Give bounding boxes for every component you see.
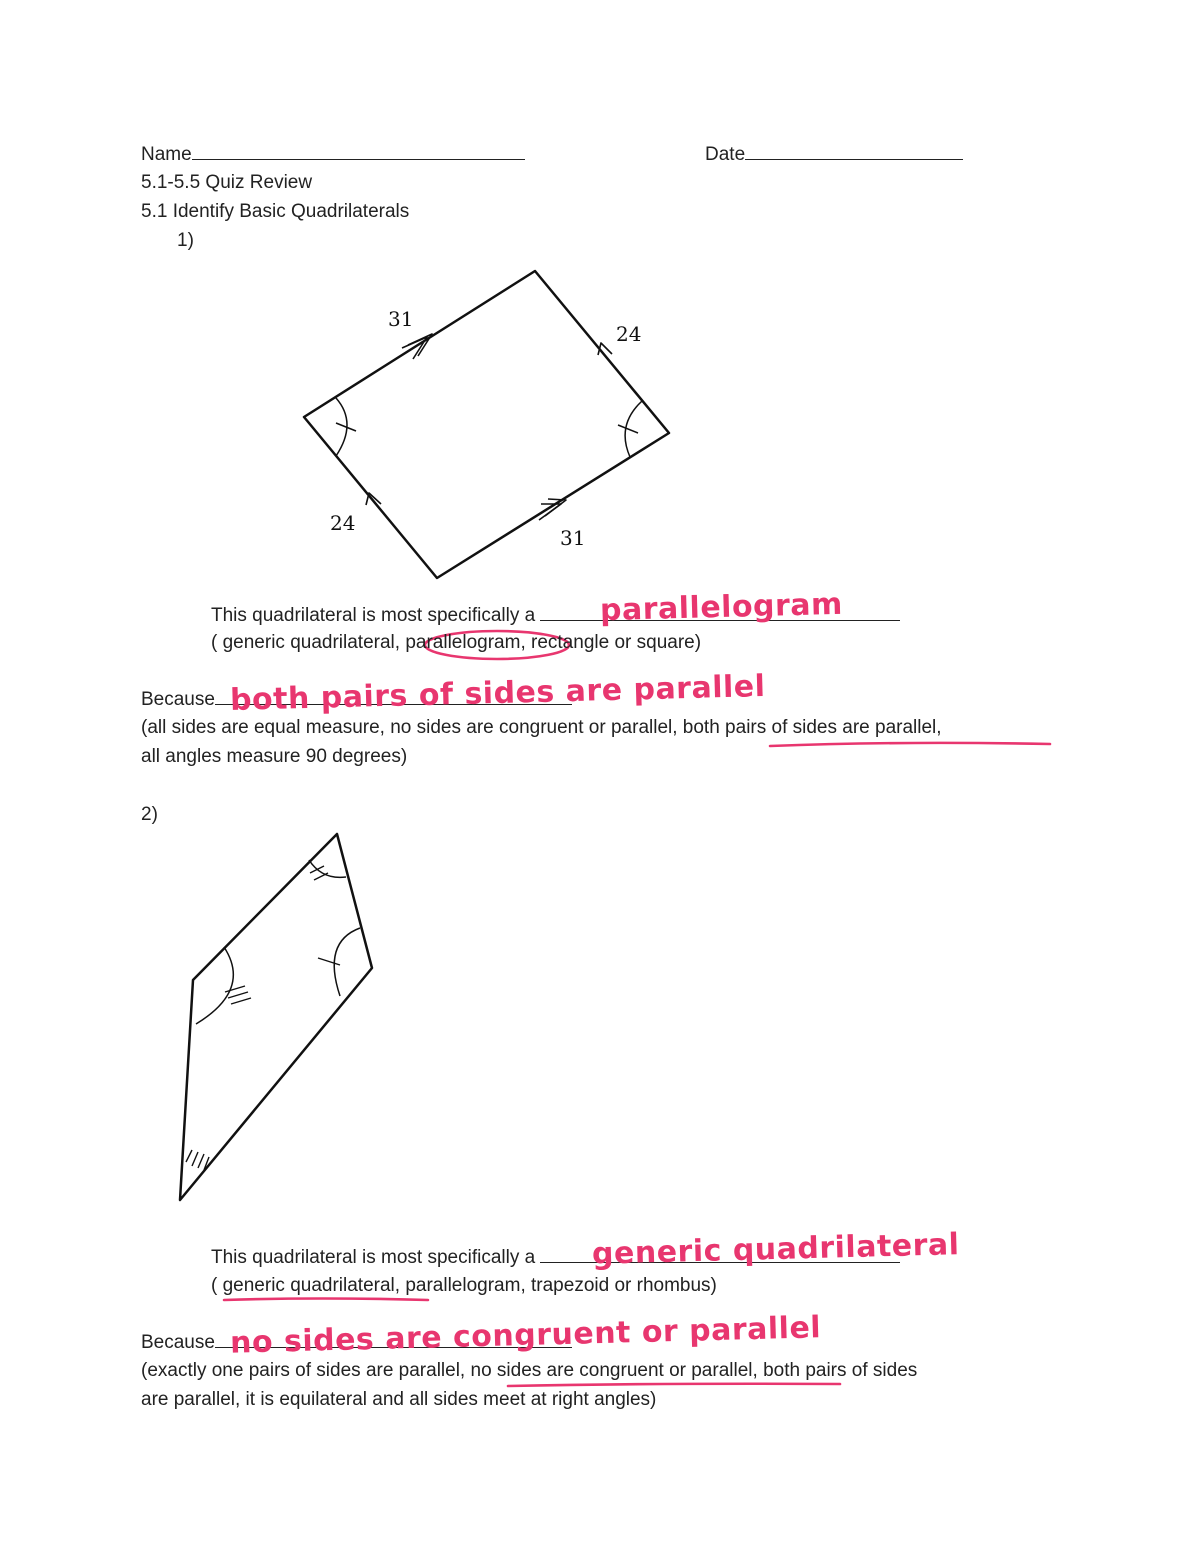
- parallel-arrow-left: [366, 493, 381, 505]
- date-label: Date: [705, 144, 746, 165]
- underline-q2-option: [224, 1299, 428, 1301]
- q2-handwritten-answer: generic quadrilateral: [591, 1227, 960, 1272]
- parallel-arrow-right: [598, 343, 612, 355]
- q2-options-rest: , parallelogram, trapezoid or rhombus): [394, 1275, 717, 1296]
- question-1-number: 1): [177, 230, 194, 251]
- q2-options-open: (: [211, 1275, 223, 1296]
- q1-options-open: ( generic quadrilateral,: [211, 632, 406, 653]
- parallelogram-figure: [304, 271, 669, 578]
- page-title: 5.1-5.5 Quiz Review: [141, 172, 313, 193]
- q2-reasons-pre: (exactly one pairs of sides are parallel,: [141, 1360, 471, 1381]
- side-label-top: 31: [388, 307, 414, 331]
- q1-reasons-pre: (all sides are equal measure, no sides are congruent or parallel,: [141, 717, 683, 738]
- side-label-right: 24: [616, 322, 642, 346]
- underline-q2-reason: [508, 1384, 840, 1386]
- q1-prompt: This quadrilateral is most specifically a: [211, 605, 536, 626]
- q1-handwritten-answer: parallelogram: [599, 586, 844, 629]
- q1-because-label: Because: [141, 689, 215, 710]
- quadrilateral-outline: [180, 834, 372, 1200]
- q2-reasons-post: , both pairs of sides: [752, 1360, 918, 1381]
- q1-handwritten-because: both pairs of sides are parallel: [229, 668, 766, 719]
- angle-tick-bottom-1: [186, 1150, 192, 1162]
- q2-prompt: This quadrilateral is most specifically a: [211, 1247, 536, 1268]
- q2-because-label: Because: [141, 1332, 215, 1353]
- section-title: 5.1 Identify Basic Quadrilaterals: [141, 201, 410, 222]
- angle-tick-right: [618, 425, 638, 433]
- q1-reason-underlined: both pairs of sides are parallel: [682, 717, 937, 738]
- q2-handwritten-because: no sides are congruent or parallel: [229, 1310, 822, 1361]
- q1-option-circled: parallelogram: [405, 632, 521, 653]
- q2-option-underlined: generic quadrilateral: [222, 1275, 395, 1296]
- angle-tick-right-q2: [318, 958, 340, 965]
- q2-reason-underlined: no sides are congruent or parallel: [470, 1360, 753, 1381]
- question-2-number: 2): [141, 804, 158, 825]
- q2-reasons: [141, 1360, 917, 1382]
- name-label: Name: [141, 144, 192, 165]
- q2-reasons-line2: are parallel, it is equilateral and all sides meet at right angles): [141, 1389, 657, 1410]
- q1-reasons-line2: all angles measure 90 degrees): [141, 746, 408, 767]
- q1-options-rest: , rectangle or square): [520, 632, 702, 653]
- hand-marks: [224, 631, 1050, 1386]
- q2-options: [211, 1275, 717, 1297]
- side-label-left: 24: [330, 511, 356, 535]
- underline-q1-reason: [770, 743, 1050, 746]
- generic-quadrilateral-figure: [180, 834, 372, 1200]
- q1-options: [211, 632, 701, 654]
- parallelogram-outline: [304, 271, 669, 578]
- q1-reasons: [141, 717, 942, 739]
- angle-tick-left-3: [231, 998, 251, 1004]
- angle-tick-left-1: [225, 986, 245, 992]
- angle-tick-left-2: [228, 992, 248, 998]
- q1-reasons-post: ,: [936, 717, 942, 738]
- angle-tick-top-2: [314, 873, 328, 880]
- angle-arc-top: [309, 860, 346, 877]
- side-label-bottom: 31: [560, 526, 586, 550]
- angle-tick-bottom-3: [198, 1154, 204, 1168]
- angle-tick-bottom-2: [192, 1152, 198, 1166]
